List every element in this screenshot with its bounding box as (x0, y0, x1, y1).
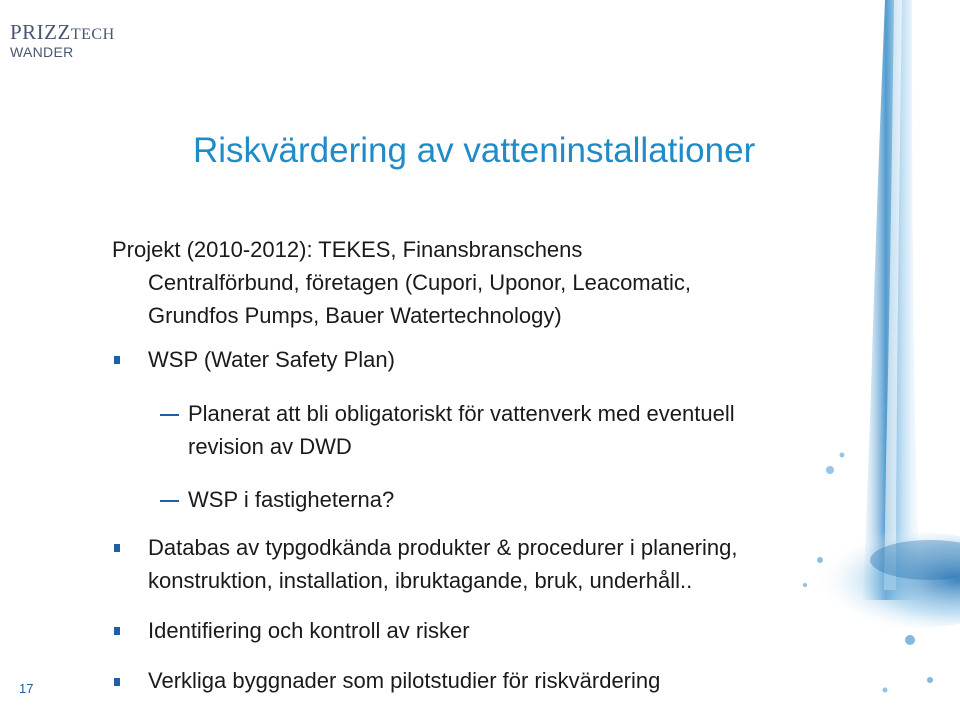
bullet-marker (114, 678, 120, 686)
logo-brand (10, 22, 115, 43)
slide-title: Riskvärdering av vatteninstallationer (193, 131, 756, 170)
bullet-wsp: WSP (Water Safety Plan) (148, 347, 395, 372)
intro-line-2: Centralförbund, företagen (Cupori, Uponor, Leacomatic, (148, 270, 691, 295)
intro-text (112, 233, 691, 332)
bullet-marker (114, 544, 120, 552)
bullet-databas-line-1: Databas av typgodkända produkter & procedurer i planering, (148, 535, 738, 560)
logo-sub: WANDER (10, 44, 74, 60)
bullet-databas-line-2: konstruktion, installation, ibruktagande, bruk, underhåll.. (148, 568, 693, 593)
bullet-marker (114, 356, 120, 364)
bullet-verkliga: Verkliga byggnader som pilotstudier för riskvärdering (148, 668, 661, 693)
dash-marker (160, 500, 179, 502)
intro-line-1: Projekt (2010-2012): TEKES, Finansbranschens (112, 237, 583, 262)
sub-bullet-planerat-line-1: Planerat att bli obligatoriskt för vattenverk med eventuell (188, 401, 735, 426)
prizztech-logo (10, 22, 115, 59)
bullet-identifiering: Identifiering och kontroll av risker (148, 618, 470, 643)
bullet-marker (114, 627, 120, 635)
intro-line-3: Grundfos Pumps, Bauer Watertechnology) (148, 303, 562, 328)
logo-brand-caps: PRIZZ (10, 20, 71, 44)
sub-bullet-wsp-fastigheterna: WSP i fastigheterna? (188, 487, 395, 512)
page-number: 17 (19, 681, 34, 696)
logo-brand-rest: TECH (70, 26, 115, 43)
sub-bullet-planerat-line-2: revision av DWD (188, 434, 352, 459)
dash-marker (160, 414, 179, 416)
water-splash-image (680, 0, 960, 720)
